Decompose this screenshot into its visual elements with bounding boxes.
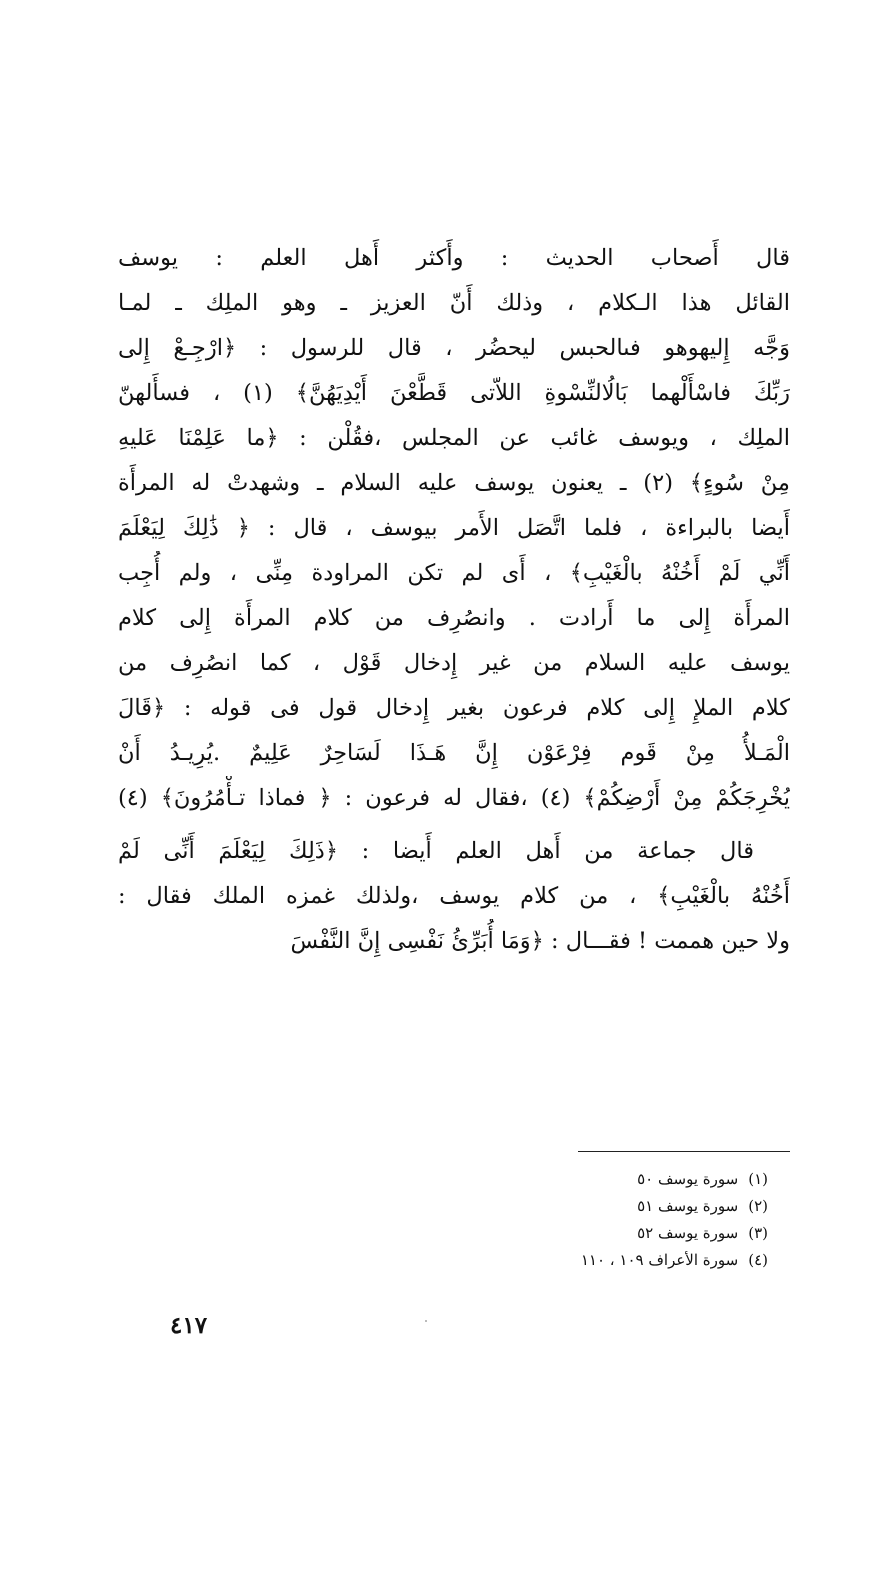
text-line: الْمَـلأُ مِنْ قَوم فِرْعَوْن إِنَّ هَـذَا لَسَاحِرٌ عَلِيمٌ .يُرِيـدُ أَنْ	[118, 740, 790, 766]
footnote-text: سورة الأعراف ١٠٩ ، ١١٠	[580, 1251, 739, 1269]
speck	[425, 1320, 427, 1322]
footnote-item	[468, 1247, 768, 1274]
footnote-number: (٢)	[748, 1197, 768, 1215]
text-line: مِنْ سُوءٍ﴾ (٢) ـ يعنون يوسف عليه السلام ـ وشهدتْ له المرأَة	[118, 470, 790, 496]
footnote-item	[468, 1220, 768, 1247]
text-line: قال أَصحاب الحديث : وأَكثر أَهل العلم : يوسف	[118, 245, 790, 271]
page-number: ٤١٧	[170, 1312, 208, 1339]
footnote-text: سورة يوسف ٥٢	[637, 1224, 739, 1242]
footnote-divider	[578, 1151, 790, 1152]
footnotes	[468, 1166, 768, 1274]
text-line: رَبِّكَ فاسْأَلْهما بَالُالنِّسْوةِ اللاّتى قَطَّعْنَ أَيْدِيَهُنَّ﴾ (١) ، فسأَلهنّ	[118, 380, 790, 406]
footnote-item	[468, 1193, 768, 1220]
text-line: أَنِّي لَمْ أَخُنْهُ بالْغَيْبِ﴾ ، أَى لم تكن المراودة مِنِّى ، ولم أُجِب	[118, 560, 790, 586]
footnote-text: سورة يوسف ٥١	[637, 1197, 739, 1215]
text-line: المرأَة إِلى ما أَرادت . وانصُرِف من كلام المرأَة إِلى كلام	[118, 605, 790, 631]
paragraph-first-line: قال جماعة من أَهل العلم أَيضا : ﴿ذَلِكَ لِيَعْلَمَ أَنِّى لَمْ	[118, 838, 754, 864]
text-line: يُخْرِجَكُمْ مِنْ أَرْضِكُمْ﴾ (٤) ،فقال له فرعون : ﴿ فماذا تـأْمُرُونَ﴾ (٤)	[118, 785, 790, 811]
footnote-number: (١)	[748, 1170, 768, 1188]
text-line: أَخُنْهُ بالْغَيْبِ﴾ ، من كلام يوسف ،ولذلك غمزه الملك فقال :	[118, 883, 790, 909]
text-line: القائل هذا الـكلام ، وذلك أَنّ العزيز ـ وهو الملِك ـ لمـا	[118, 290, 790, 316]
text-line: وَجَّه إِليهوهو فىالحبس ليحضُر ، قال للرسول : ﴿ارْجِـعْ إِلى	[118, 335, 790, 361]
footnote-item	[468, 1166, 768, 1193]
text-line: ولا حين هممت ! فقـــال : ﴿وَمَا أُبَرِّئُ نَفْسِى إِنَّ النَّفْسَ	[290, 928, 790, 954]
text-line: كلام الملإِ إِلى كلام فرعون بغير إِدخال قول فى قوله : ﴿قَالَ	[118, 695, 790, 721]
text-line: الملِك ، ويوسف غائب عن المجلس ،فقُلْن : ﴿ما عَلِمْنَا عَليهِ	[118, 425, 790, 451]
footnote-number: (٤)	[748, 1251, 768, 1269]
text-line: أَيضا بالبراءة ، فلما اتَّصَل الأَمر بيوسف ، قال : ﴿ ذَٰلِكَ لِيَعْلَمَ	[118, 515, 790, 541]
text-line: يوسف عليه السلام من غير إِدخال قَوْل ، كما انصُرِف من	[118, 650, 790, 676]
footnote-number: (٣)	[748, 1224, 768, 1242]
body-text	[118, 236, 790, 964]
footnote-text: سورة يوسف ٥٠	[637, 1170, 739, 1188]
